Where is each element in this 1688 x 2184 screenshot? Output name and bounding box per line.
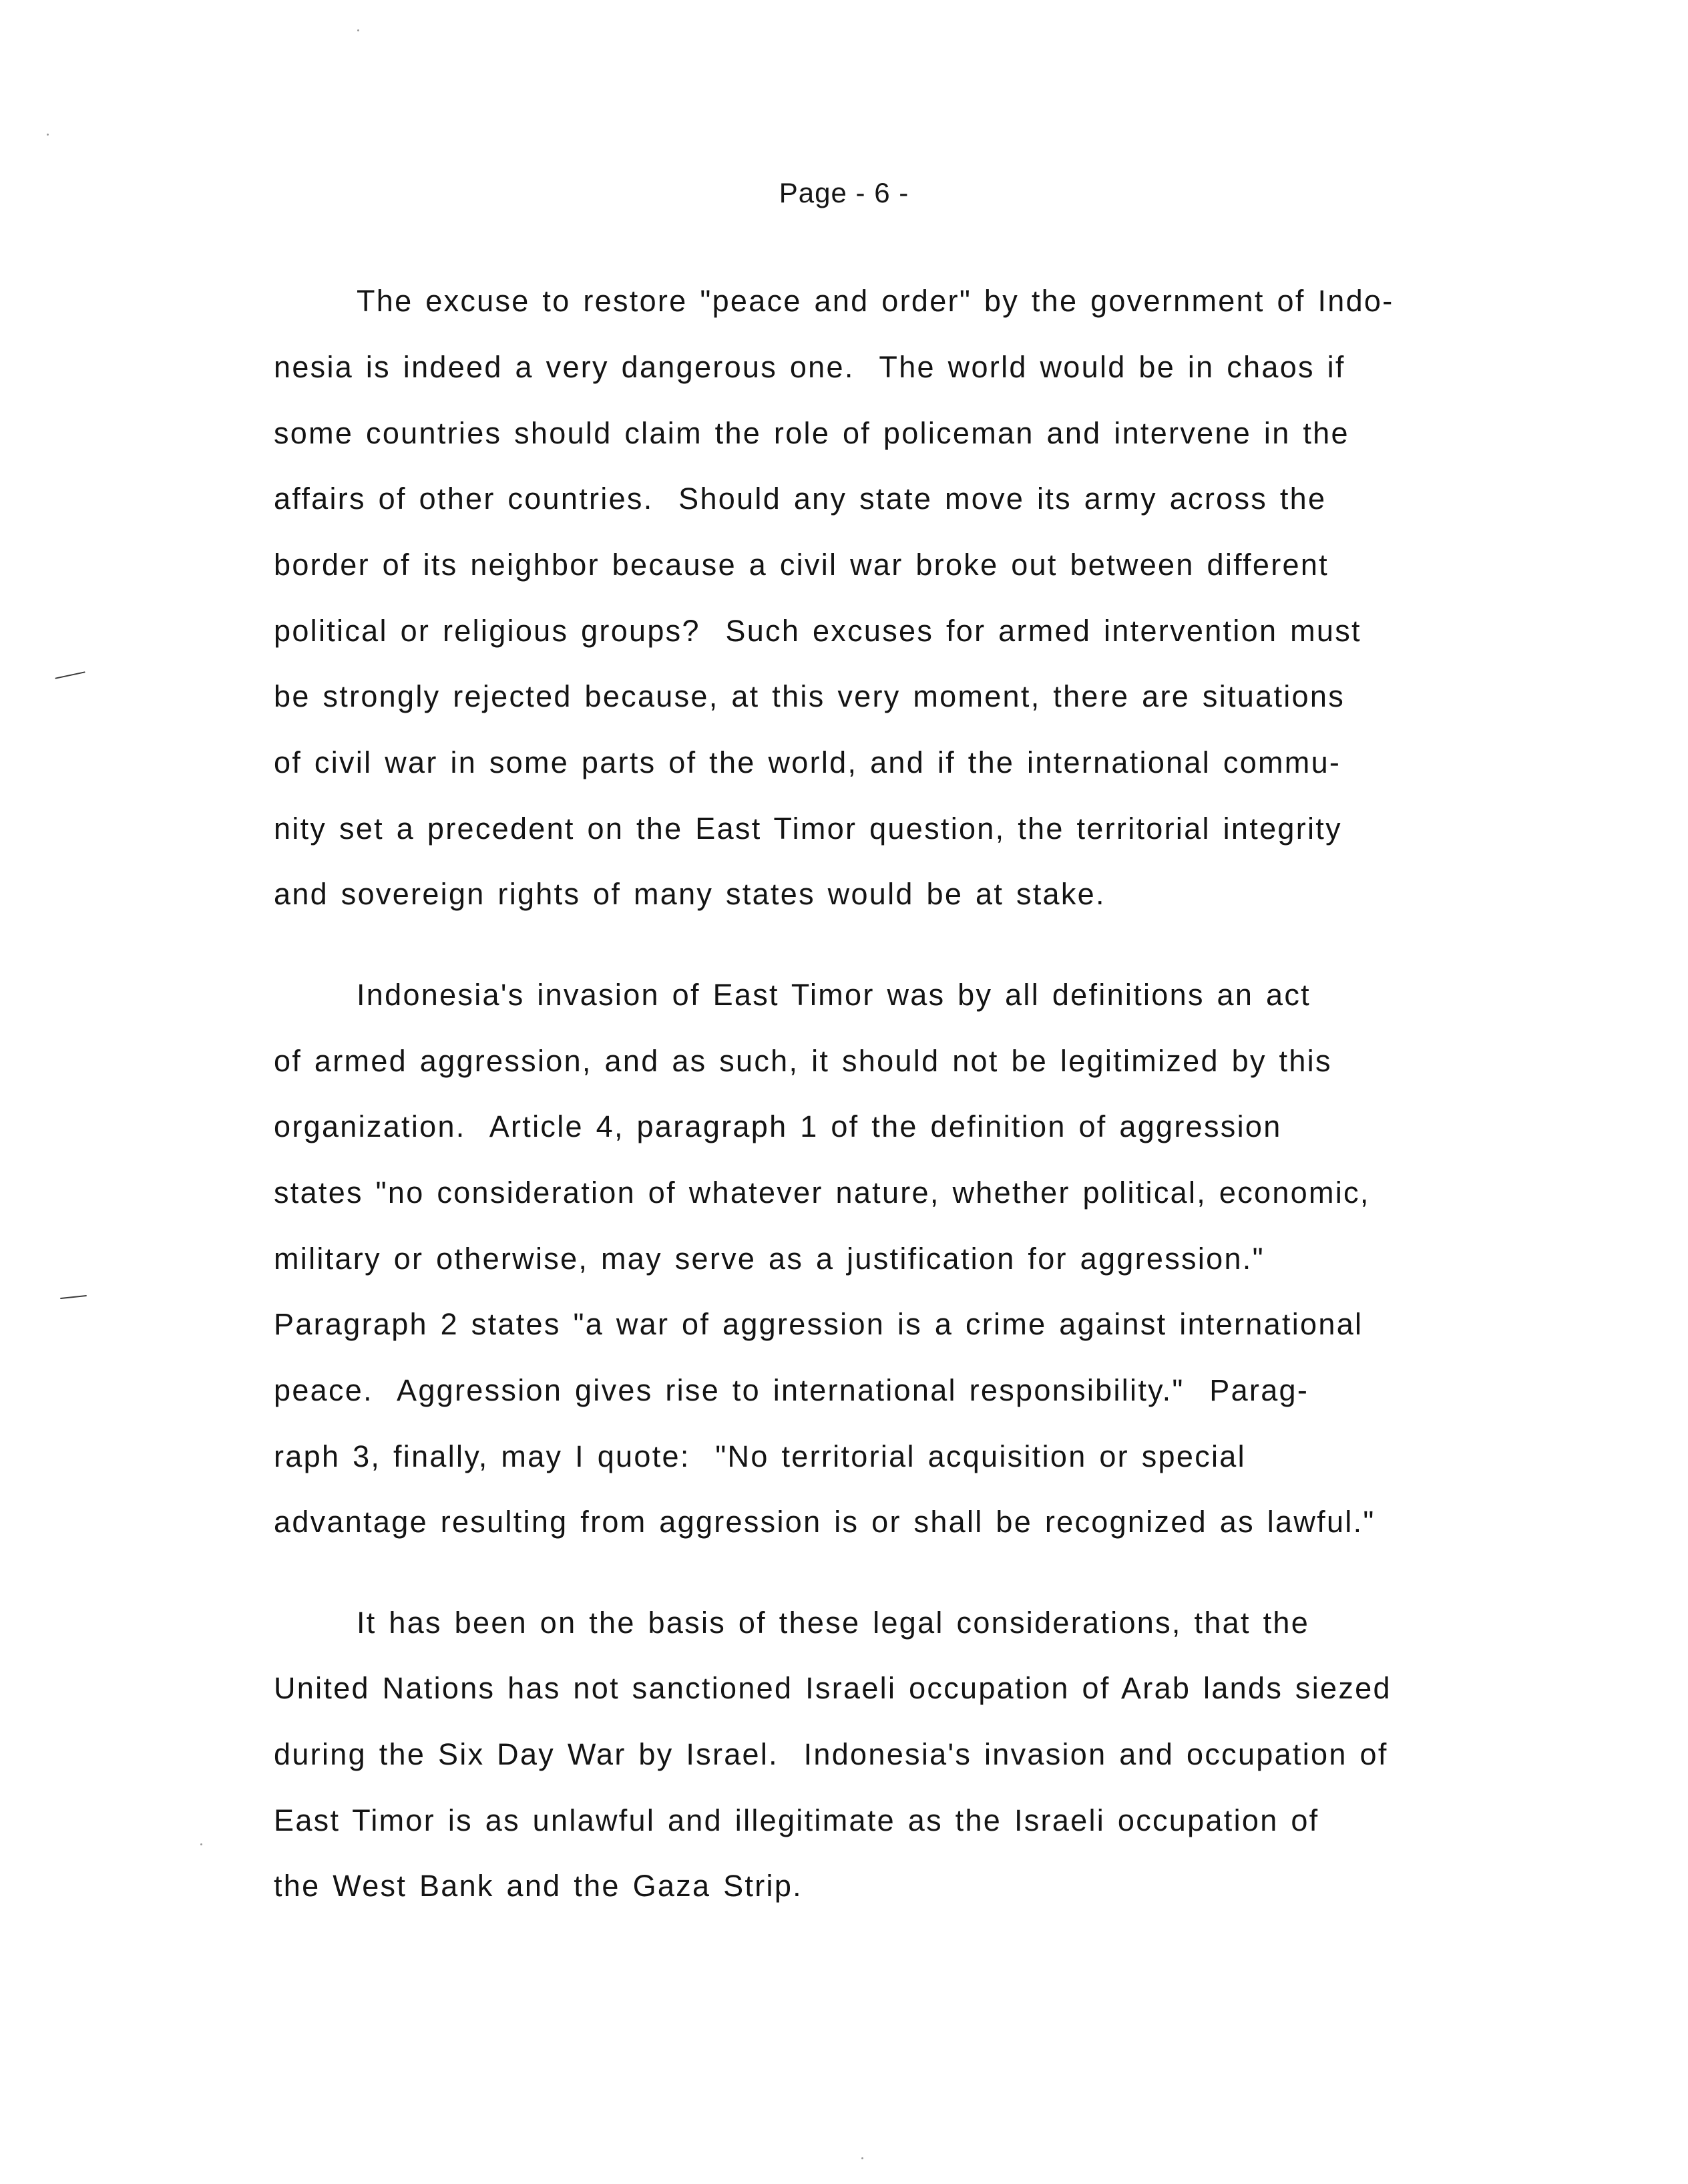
paragraph-2-line-3: organization. Article 4, paragraph 1 of the definition of aggression bbox=[274, 1109, 1282, 1143]
scan-mark bbox=[60, 1295, 87, 1299]
paragraph-1-line-4: affairs of other countries. Should any state move its army across the bbox=[274, 482, 1327, 516]
paragraph-2-line-9: advantage resulting from aggression is or shall be recognized as lawful." bbox=[274, 1505, 1376, 1539]
paragraph-1-line-2: nesia is indeed a very dangerous one. The world would be in chaos if bbox=[274, 350, 1345, 384]
paragraph-2-line-6: Paragraph 2 states "a war of aggression is a crime against international bbox=[274, 1307, 1363, 1341]
paragraph-1-line-8: of civil war in some parts of the world, and if the international commu- bbox=[274, 745, 1341, 779]
paragraph-1-line-6: political or religious groups? Such excuses for armed intervention must bbox=[274, 614, 1361, 648]
paragraph-2-line-7: peace. Aggression gives rise to international responsibility." Parag- bbox=[274, 1373, 1309, 1407]
scan-speck bbox=[357, 29, 359, 31]
scan-speck bbox=[47, 134, 49, 136]
scan-speck bbox=[200, 1843, 202, 1845]
paragraph-1-line-1: The excuse to restore "peace and order" by the government of Indo- bbox=[357, 284, 1394, 318]
paragraph-1-line-10: and sovereign rights of many states would be at stake. bbox=[274, 877, 1106, 911]
paragraph-1-line-5: border of its neighbor because a civil war broke out between different bbox=[274, 548, 1329, 582]
paragraph-1-line-7: be strongly rejected because, at this very moment, there are situations bbox=[274, 679, 1345, 713]
paragraph-1-line-3: some countries should claim the role of policeman and intervene in the bbox=[274, 416, 1349, 450]
paragraph-3-line-2: United Nations has not sanctioned Israeli occupation of Arab lands siezed bbox=[274, 1671, 1392, 1705]
paragraph-2-line-8: raph 3, finally, may I quote: "No territorial acquisition or special bbox=[274, 1439, 1246, 1473]
paragraph-2-line-1: Indonesia's invasion of East Timor was by all definitions an act bbox=[357, 978, 1311, 1012]
paragraph-3-line-5: the West Bank and the Gaza Strip. bbox=[274, 1869, 803, 1903]
paragraph-1-line-9: nity set a precedent on the East Timor question, the territorial integrity bbox=[274, 811, 1342, 846]
paragraph-3-line-1: It has been on the basis of these legal considerations, that the bbox=[357, 1606, 1310, 1640]
paragraph-2-line-5: military or otherwise, may serve as a justification for aggression." bbox=[274, 1242, 1265, 1276]
paragraph-3-line-4: East Timor is as unlawful and illegitimate as the Israeli occupation of bbox=[274, 1803, 1319, 1837]
scan-speck bbox=[861, 2157, 863, 2159]
page-number-header: Page - 6 - bbox=[779, 177, 909, 208]
scan-mark bbox=[55, 671, 85, 679]
paragraph-2-line-2: of armed aggression, and as such, it should not be legitimized by this bbox=[274, 1044, 1332, 1078]
paragraph-3-line-3: during the Six Day War by Israel. Indonesia's invasion and occupation of bbox=[274, 1737, 1388, 1771]
paragraph-2-line-4: states "no consideration of whatever nature, whether political, economic, bbox=[274, 1175, 1370, 1210]
